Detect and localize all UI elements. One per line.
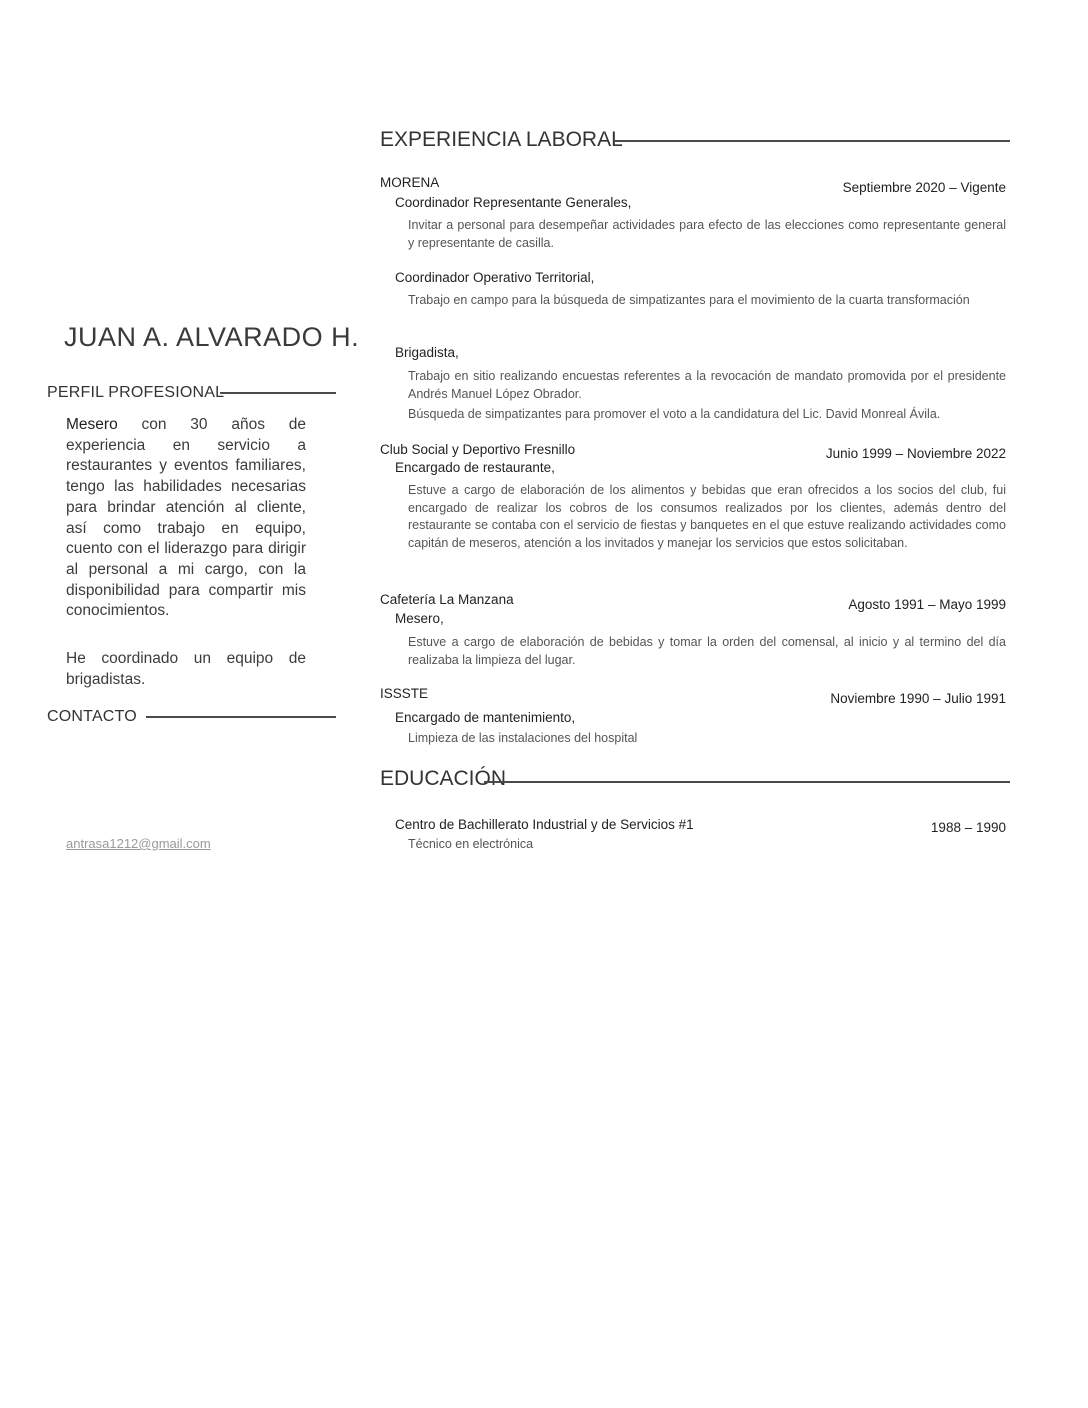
job-date: Septiembre 2020 – Vigente [842, 180, 1006, 195]
job-role: Brigadista, [395, 345, 459, 360]
job-role: Coordinador Representante Generales, [395, 195, 632, 210]
candidate-name: JUAN A. ALVARADO H. [64, 322, 360, 352]
job-org: ISSSTE [380, 686, 429, 701]
job-role-desc: Estuve a cargo de elaboración de bebidas y tomar la orden del comensal, al inicio y al termino del día realizaba la limpieza del lugar. [408, 635, 1006, 667]
perfil-summary [66, 415, 306, 622]
education-school: Centro de Bachillerato Industrial y de Servicios #1 [395, 817, 694, 832]
job-org: MORENA [380, 175, 440, 190]
job-role: Encargado de mantenimiento, [395, 710, 576, 725]
job-date: Noviembre 1990 – Julio 1991 [830, 691, 1006, 706]
job-org: Club Social y Deportivo Fresnillo [380, 442, 576, 457]
job-role: Encargado de restaurante, [395, 460, 555, 475]
perfil-heading: PERFIL PROFESIONAL [47, 384, 225, 401]
job-role: Coordinador Operativo Territorial, [395, 270, 595, 285]
job-org: Cafetería La Manzana [380, 592, 514, 607]
perfil-text-2: He coordinado un equipo de brigadistas. [66, 650, 306, 688]
perfil-rule [220, 392, 336, 394]
job-role-desc: Estuve a cargo de elaboración de los alimentos y bebidas que eran ofrecidos a los socios del club, fui encargado de realizar los cobros de los consumos realizados por los clientes, además dentro del restaurante se contaba con el servicio de fiestas y banquetes en el que estuve realizando actividades como capitán de meseros, atención a los invitados y manejar los servicios que estos solicitaban. [408, 483, 1006, 550]
contacto-rule [146, 716, 336, 718]
experiencia-heading: EXPERIENCIA LABORAL [380, 128, 623, 151]
job-role-desc: Trabajo en campo para la búsqueda de simpatizantes para el movimiento de la cuarta transformación [408, 293, 970, 307]
job-role-desc: Invitar a personal para desempeñar actividades para efecto de las elecciones como representante general y representante de casilla. [408, 218, 1006, 250]
job-role: Mesero, [395, 611, 444, 626]
perfil-text: con 30 años de experiencia en servicio a restaurantes y eventos familiares, tengo las habilidades necesarias para brindar atención al cliente, así como trabajo en equipo, cuento con el liderazgo para dirigir al personal a mi cargo, con la disponibilidad para compartir mis conocimientos. [66, 416, 306, 620]
job-role-desc-2: Búsqueda de simpatizantes para promover el voto a la candidatura del Lic. David Monreal Ávila. [408, 407, 941, 421]
education-date: 1988 – 1990 [930, 820, 1006, 835]
job-role-desc: Trabajo en sitio realizando encuestas referentes a la revocación de mandato promovida por el presidente Andrés Manuel López Obrador. [408, 369, 1006, 401]
job-date: Junio 1999 – Noviembre 2022 [825, 446, 1006, 461]
education-degree: Técnico en electrónica [408, 837, 534, 851]
educacion-heading: EDUCACIÓN [380, 767, 507, 790]
email-link[interactable]: antrasa1212@gmail.com [66, 836, 211, 851]
job-date: Agosto 1991 – Mayo 1999 [848, 597, 1006, 612]
job-role-desc: Limpieza de las instalaciones del hospital [408, 731, 638, 745]
educacion-rule [484, 781, 1010, 783]
perfil-lead: Mesero [66, 416, 118, 433]
experiencia-rule [614, 140, 1010, 142]
contacto-heading: CONTACTO [47, 708, 137, 725]
